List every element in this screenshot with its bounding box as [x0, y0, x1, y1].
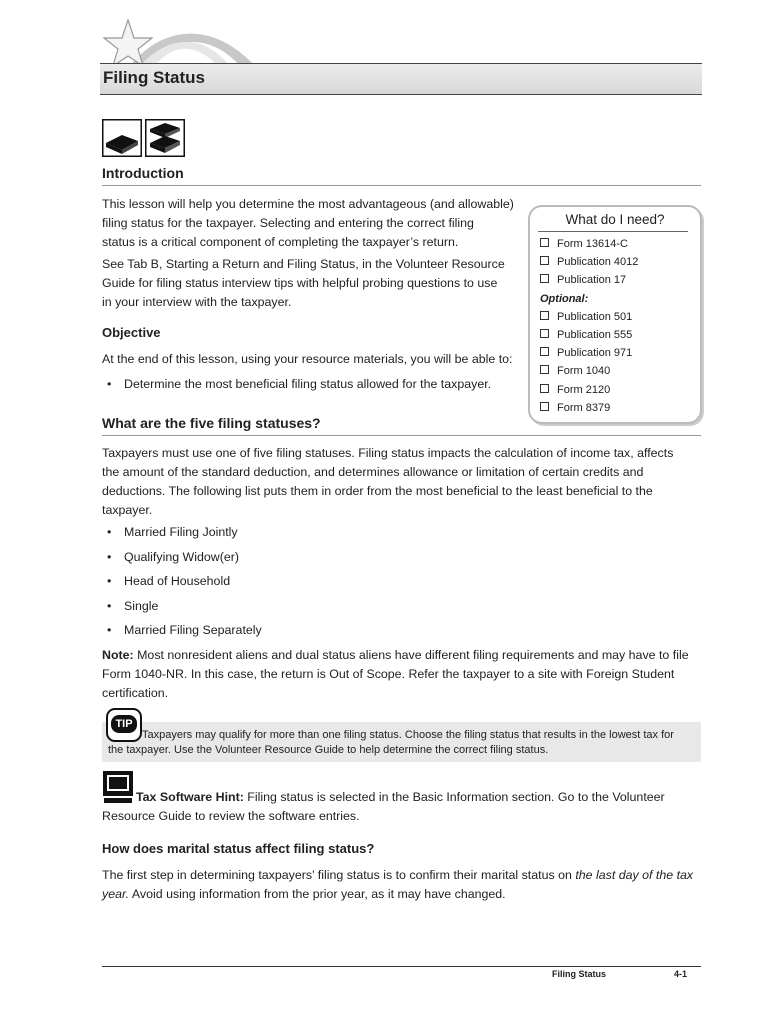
intro-heading: Introduction [102, 165, 184, 181]
intro-line: status is a critical component of completing the taxpayer’s return. [102, 235, 459, 249]
optional-label: Optional: [540, 292, 589, 305]
checkbox-icon [540, 402, 549, 411]
para-line: deductions. The following list puts them in order from the most beneficial to the least beneficial to the [102, 484, 653, 498]
software-hint [102, 788, 702, 826]
list-item: • Single [102, 597, 502, 622]
intro-paragraph-2 [102, 255, 527, 312]
list-item: Form 13614-C [540, 235, 638, 253]
list-item: • Married Filing Separately [102, 621, 502, 646]
list-item: Publication 555 [540, 326, 638, 344]
checkbox-icon [540, 274, 549, 283]
list-item: • Head of Household [102, 572, 502, 597]
list-item: Publication 17 [540, 271, 638, 289]
book-icon [102, 119, 142, 157]
page-title: Filing Status [103, 68, 205, 87]
para-line: Taxpayers must use one of five filing statuses. Filing status impacts the calculation of income tax, affects [102, 446, 674, 460]
marital-paragraph [102, 866, 702, 904]
objective-text: At the end of this lesson, using your resource materials, you will be able to: [102, 352, 513, 366]
software-line: Tax Software Hint: Filing status is selected in the Basic Information section. Go to the Volunteer [136, 790, 665, 804]
intro-line: Guide for filing status interview tips with helpful probing questions to use [102, 276, 498, 290]
intro-line: filing status for the taxpayer. Selecting and entering the correct filing [102, 216, 474, 230]
checkbox-icon [540, 365, 549, 374]
para-line: the amount of the standard deduction, and determines allowance or limitation of certain credits and [102, 465, 644, 479]
list-item: • Determine the most beneficial filing status allowed for the taxpayer. [102, 375, 522, 394]
intro-line: in your interview with the taxpayer. [102, 295, 292, 309]
marital-line: The first step in determining taxpayers’ filing status is to confirm their marital status on the last day of the tax [102, 868, 694, 882]
note-line: certification. [102, 686, 169, 700]
intro-rule [102, 185, 701, 186]
checkbox-icon [540, 347, 549, 356]
footer-rule [102, 966, 701, 967]
checkbox-icon [540, 311, 549, 320]
tip-line-2: the taxpayer. Use the Volunteer Resource Guide to help determine the correct filing status. [108, 744, 549, 756]
filing-status-list [102, 523, 502, 646]
need-list [540, 235, 638, 417]
list-item: Publication 501 [540, 308, 638, 326]
objective-heading: Objective [102, 325, 161, 340]
list-item: Form 1040 [540, 362, 638, 380]
footer-section: Filing Status [552, 969, 606, 979]
note-paragraph [102, 646, 702, 703]
marital-line: year. Avoid using information from the prior year, as it may have changed. [102, 887, 506, 901]
tip-line-1: Taxpayers may qualify for more than one filing status. Choose the filing status that results in the lowest tax for [142, 729, 674, 741]
five-statuses-paragraph [102, 444, 702, 520]
intro-line: See Tab B, Starting a Return and Filing Status, in the Volunteer Resource [102, 257, 505, 271]
what-do-i-need-box [528, 205, 702, 424]
list-item: • Qualifying Widow(er) [102, 548, 502, 573]
list-item: Form 2120 [540, 381, 638, 399]
five-statuses-heading: What are the five filing statuses? [102, 415, 321, 431]
objective-list [102, 375, 522, 394]
star-swoosh-icon [100, 18, 260, 68]
need-box-title: What do I need? [565, 212, 665, 227]
note-line: Note: Most nonresident aliens and dual status aliens have different filing requirements and may have to file [102, 648, 689, 662]
list-item: Form 8379 [540, 399, 638, 417]
page-title-bar [100, 63, 702, 95]
list-item: Publication 4012 [540, 253, 638, 271]
para-line: taxpayer. [102, 503, 153, 517]
intro-line: This lesson will help you determine the most advantageous (and allowable) [102, 197, 514, 211]
footer-page-number: 4-1 [674, 969, 688, 979]
checkbox-icon [540, 256, 549, 265]
software-line: Resource Guide to review the software entries. [102, 809, 360, 823]
note-line: Form 1040-NR. In this case, the return is Out of Scope. Refer the taxpayer to a site with Foreign Student [102, 667, 675, 681]
checkbox-icon [540, 238, 549, 247]
list-item: • Married Filing Jointly [102, 523, 502, 548]
tip-icon: TIP [106, 708, 142, 742]
checkbox-icon [540, 329, 549, 338]
need-box-rule [538, 231, 688, 232]
five-statuses-rule [102, 435, 701, 436]
marital-heading: How does marital status affect filing status? [102, 841, 375, 856]
stacked-books-icon [145, 119, 185, 157]
checkbox-icon [540, 384, 549, 393]
intro-paragraph-1 [102, 195, 527, 252]
list-item: Publication 971 [540, 344, 638, 362]
